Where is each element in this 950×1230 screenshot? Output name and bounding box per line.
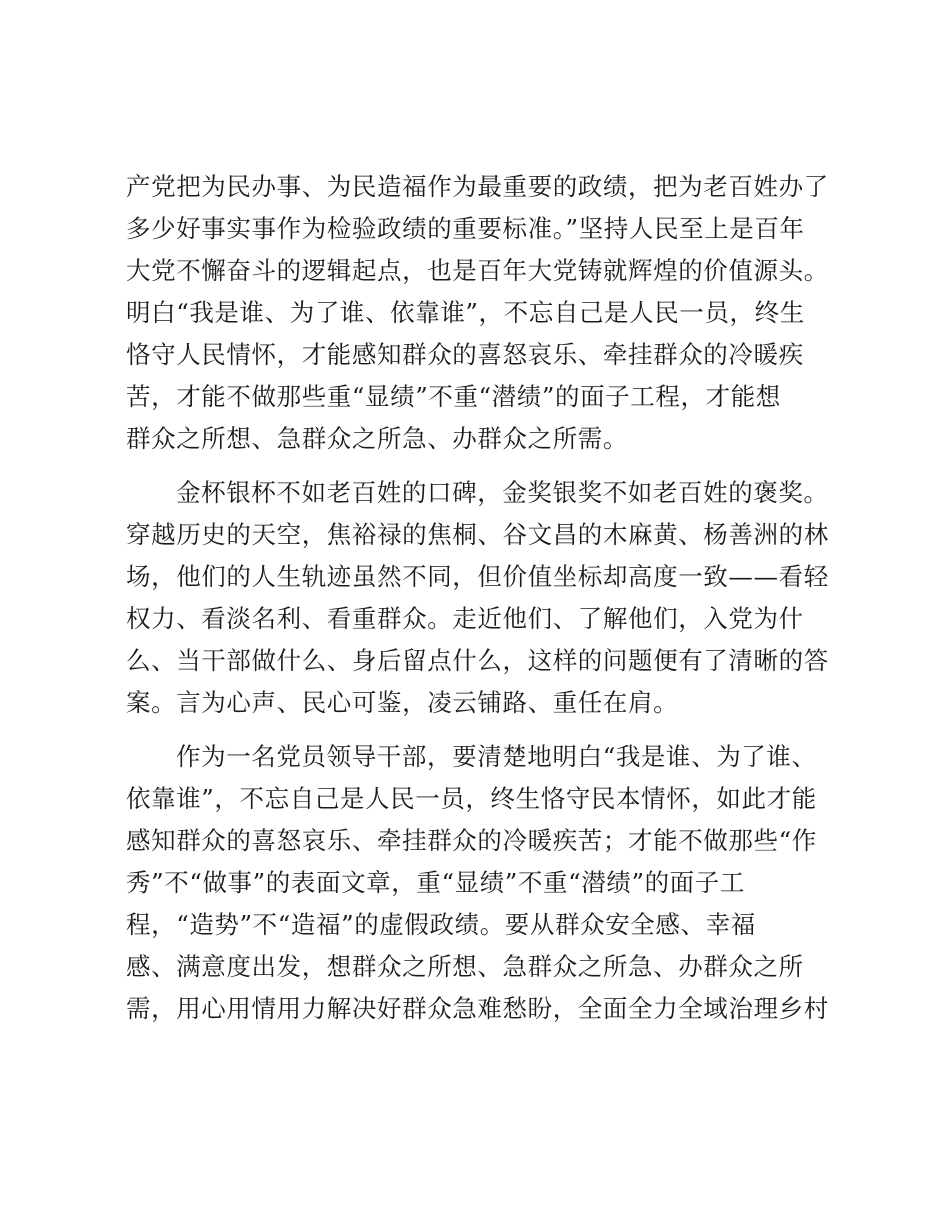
paragraph-line: 感知群众的喜怒哀乐、牵挂群众的冷暖疾苦；才能不做那些“作 bbox=[126, 826, 817, 855]
paragraph-line: 权力、看淡名利、看重群众。走近他们、了解他们，入党为什 bbox=[126, 604, 804, 633]
paragraph-line: 程，“造势”不“造福”的虚假政绩。要从群众安全感、幸福 bbox=[126, 910, 756, 939]
paragraph-line: 秀”不“做事”的表面文章，重“显绩”不重“潜绩”的面子工 bbox=[126, 868, 745, 897]
paragraph-line: 大党不懈奋斗的逻辑起点，也是百年大党铸就辉煌的价值源头。 bbox=[126, 256, 829, 285]
paragraph-line: 多少好事实事作为检验政绩的重要标准。”坚持人民至上是百年 bbox=[126, 214, 805, 243]
paragraph-first-line: 金杯银杯不如老百姓的口碑，金奖银奖不如老百姓的褒奖。 bbox=[176, 478, 829, 507]
paragraph-line: 穿越历史的天空，焦裕禄的焦桐、谷文昌的木麻黄、杨善洲的林 bbox=[126, 520, 829, 549]
paragraph-line: 明白“我是谁、为了谁、依靠谁”，不忘自己是人民一员，终生 bbox=[126, 298, 805, 327]
document-body bbox=[126, 166, 834, 1030]
paragraph-line: 场，他们的人生轨迹虽然不同，但价值坐标却高度一致——看轻 bbox=[126, 562, 829, 591]
paragraph-line: 苦，才能不做那些重“显绩”不重“潜绩”的面子工程，才能想 bbox=[126, 382, 781, 411]
paragraph-line: 产党把为民办事、为民造福作为最重要的政绩，把为老百姓办了 bbox=[126, 172, 829, 201]
paragraph-line: 依靠谁”，不忘自己是人民一员，终生恪守民本情怀，如此才能 bbox=[126, 784, 817, 813]
paragraph-line: 案。言为心声、民心可鉴，凌云铺路、重任在肩。 bbox=[126, 688, 679, 717]
paragraph-line: 么、当干部做什么、身后留点什么，这样的问题便有了清晰的答 bbox=[126, 646, 829, 675]
paragraph-first-line: 作为一名党员领导干部，要清楚地明白“我是谁、为了谁、 bbox=[176, 742, 817, 771]
paragraph-line: 感、满意度出发，想群众之所想、急群众之所急、办群众之所 bbox=[126, 952, 804, 981]
paragraph-line: 恪守人民情怀，才能感知群众的喜怒哀乐、牵挂群众的冷暖疾 bbox=[126, 340, 804, 369]
paragraph-line: 群众之所想、急群众之所急、办群众之所需。 bbox=[126, 424, 628, 453]
paragraph-line: 需，用心用情用力解决好群众急难愁盼，全面全力全域治理乡村 bbox=[126, 994, 829, 1023]
